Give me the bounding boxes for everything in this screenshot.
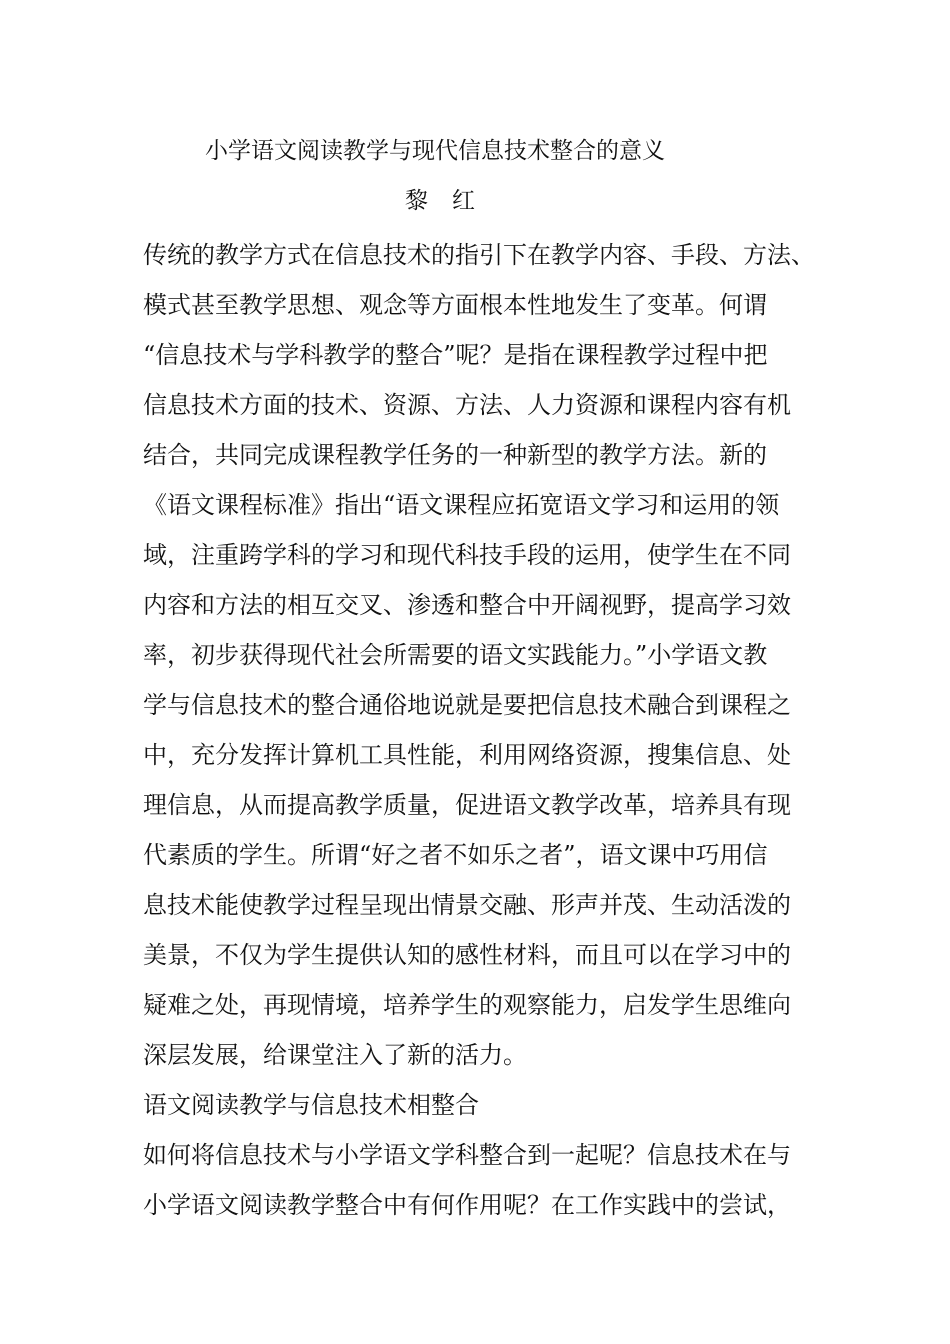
text-line: 学与信息技术的整合通俗地说就是要把信息技术融合到课程之 [143,691,791,719]
text-line: 美景，不仅为学生提供认知的感性材料，而且可以在学习中的 [143,941,791,969]
text-line: 《语文课程标准》指出“语文课程应拓宽语文学习和运用的领 [143,491,780,519]
text-line: 语文阅读教学与信息技术相整合 [143,1091,479,1119]
text-line: 理信息，从而提高教学质量，促进语文教学改革，培养具有现 [143,791,791,819]
text-line: “信息技术与学科教学的整合”呢？是指在课程教学过程中把 [143,341,768,369]
text-line: 结合，共同完成课程教学任务的一种新型的教学方法。新的 [143,441,767,469]
text-line: 信息技术方面的技术、资源、方法、人力资源和课程内容有机 [143,391,791,419]
text-line: 小学语文阅读教学整合中有何作用呢？在工作实践中的尝试， [143,1191,791,1219]
text-line: 域，注重跨学科的学习和现代科技手段的运用，使学生在不同 [143,541,791,569]
text-line: 中，充分发挥计算机工具性能，利用网络资源，搜集信息、处 [143,741,791,769]
text-line: 疑难之处，再现情境，培养学生的观察能力，启发学生思维向 [143,991,791,1019]
document-body [143,230,813,1230]
text-line: 模式甚至教学思想、观念等方面根本性地发生了变革。何谓 [143,291,767,319]
text-line: 息技术能使教学过程呈现出情景交融、形声并茂、生动活泼的 [143,891,791,919]
text-line: 率，初步获得现代社会所需要的语文实践能力。”小学语文教 [143,641,768,669]
text-line: 代素质的学生。所谓“好之者不如乐之者”，语文课中巧用信 [143,841,768,869]
text-line: 内容和方法的相互交叉、渗透和整合中开阔视野，提高学习效 [143,591,791,619]
text-line: 深层发展，给课堂注入了新的活力。 [143,1041,527,1069]
document-title: 小学语文阅读教学与现代信息技术整合的意义 [205,138,665,164]
text-line: 如何将信息技术与小学语文学科整合到一起呢？信息技术在与 [143,1141,791,1169]
text-line: 传统的教学方式在信息技术的指引下在教学内容、手段、方法、 [143,241,815,269]
document-author: 黎红 [405,188,499,214]
